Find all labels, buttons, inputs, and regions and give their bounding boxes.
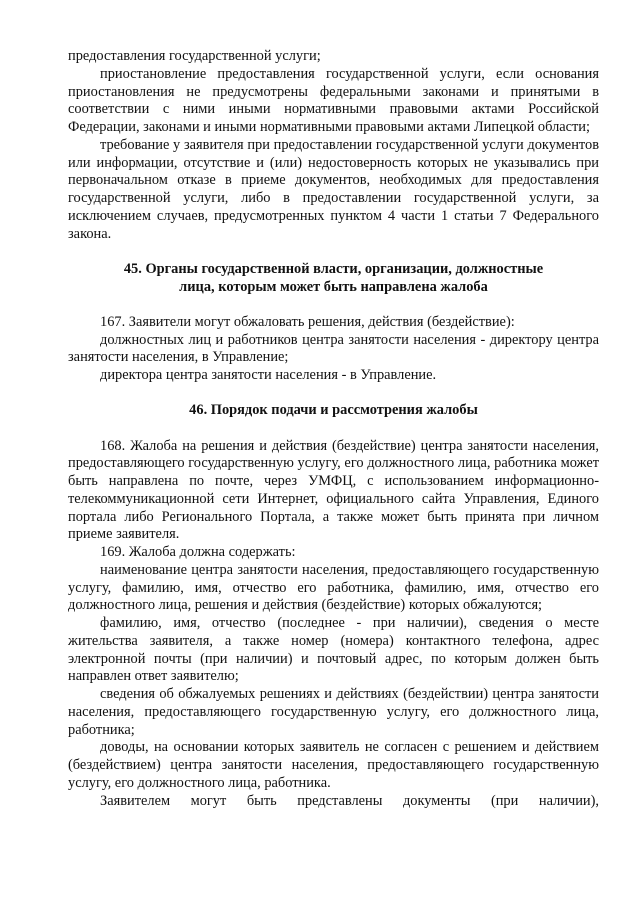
paragraph-director-appeal: директора центра занятости населения - в Управление. xyxy=(100,367,437,383)
paragraph-complaint-arguments: доводы, на основании которых заявитель не согласен с решением и действием (бездействием) центра занятости населения, предоставляющего государственную услугу, его должностного лица, работника. xyxy=(68,739,599,791)
section-45-heading-line1: 45. Органы государственной власти, организации, должностные xyxy=(123,261,544,278)
paragraph-suspension-grounds: приостановление предоставления государственной услуги, если основания приостановления не предусмотрены федеральными законами и принятыми в соответствии с ними иными нормативными правовыми актами Российской Федерации, законами и иными нормативными правовыми актами Липецкой области; xyxy=(68,65,599,135)
document-page xyxy=(68,48,599,810)
paragraph-167: 167. Заявители могут обжаловать решения, действия (бездействие): xyxy=(100,313,515,330)
paragraph-document-requirement: требование у заявителя при предоставлении государственной услуги документов или информации, отсутствие и (или) недостоверность которых не указывались при первоначальном отказе в приеме документов, необходимых для предоставления государственной услуги, либо в предоставлении государственной услуги, за исключением случаев, предусмотренных пунктом 4 части 1 статьи 7 Федерального закона. xyxy=(68,136,599,242)
section-45-heading-line2: лица, которым может быть направлена жалоба xyxy=(179,279,488,295)
paragraph-169: 169. Жалоба должна содержать: xyxy=(100,544,296,560)
paragraph-complaint-applicant: фамилию, имя, отчество (последнее - при наличии), сведения о месте жительства заявителя, а также номер (номера) контактного телефона, адрес электронной почты (при наличии) и почтовый адрес, по которым должен быть направлен ответ заявителю; xyxy=(68,615,599,685)
paragraph-officials-appeal: должностных лиц и работников центра занятости населения - директору центра занятости населения, в Управление; xyxy=(68,331,599,366)
paragraph-complaint-name: наименование центра занятости населения, предоставляющего государственную услугу, фамилию, имя, отчество его работника, фамилию, имя, отчество его должностного лица, решения и действия (бездействие) которых обжалуются; xyxy=(68,561,599,614)
paragraph-168: 168. Жалоба на решения и действия (бездействие) центра занятости населения, предоставляющего государственную услугу, его должностного лица, работника может быть направлена по почте, через УМФЦ, с использованием информационно-телекоммуникационной сети Интернет, официального сайта Управления, Единого портала либо Регионального Портала, а также может быть принята при личном приеме заявителя. xyxy=(68,437,599,543)
section-45-heading xyxy=(68,261,599,297)
section-46-heading: 46. Порядок подачи и рассмотрения жалобы xyxy=(189,401,478,418)
paragraph-tail: предоставления государственной услуги; xyxy=(68,48,321,64)
paragraph-complaint-decisions: сведения об обжалуемых решениях и действиях (бездействии) центра занятости населения, предоставляющего государственную услугу, его должностного лица, работника; xyxy=(68,686,599,738)
paragraph-documents: Заявителем могут быть представлены документы (при наличии), xyxy=(100,792,599,809)
